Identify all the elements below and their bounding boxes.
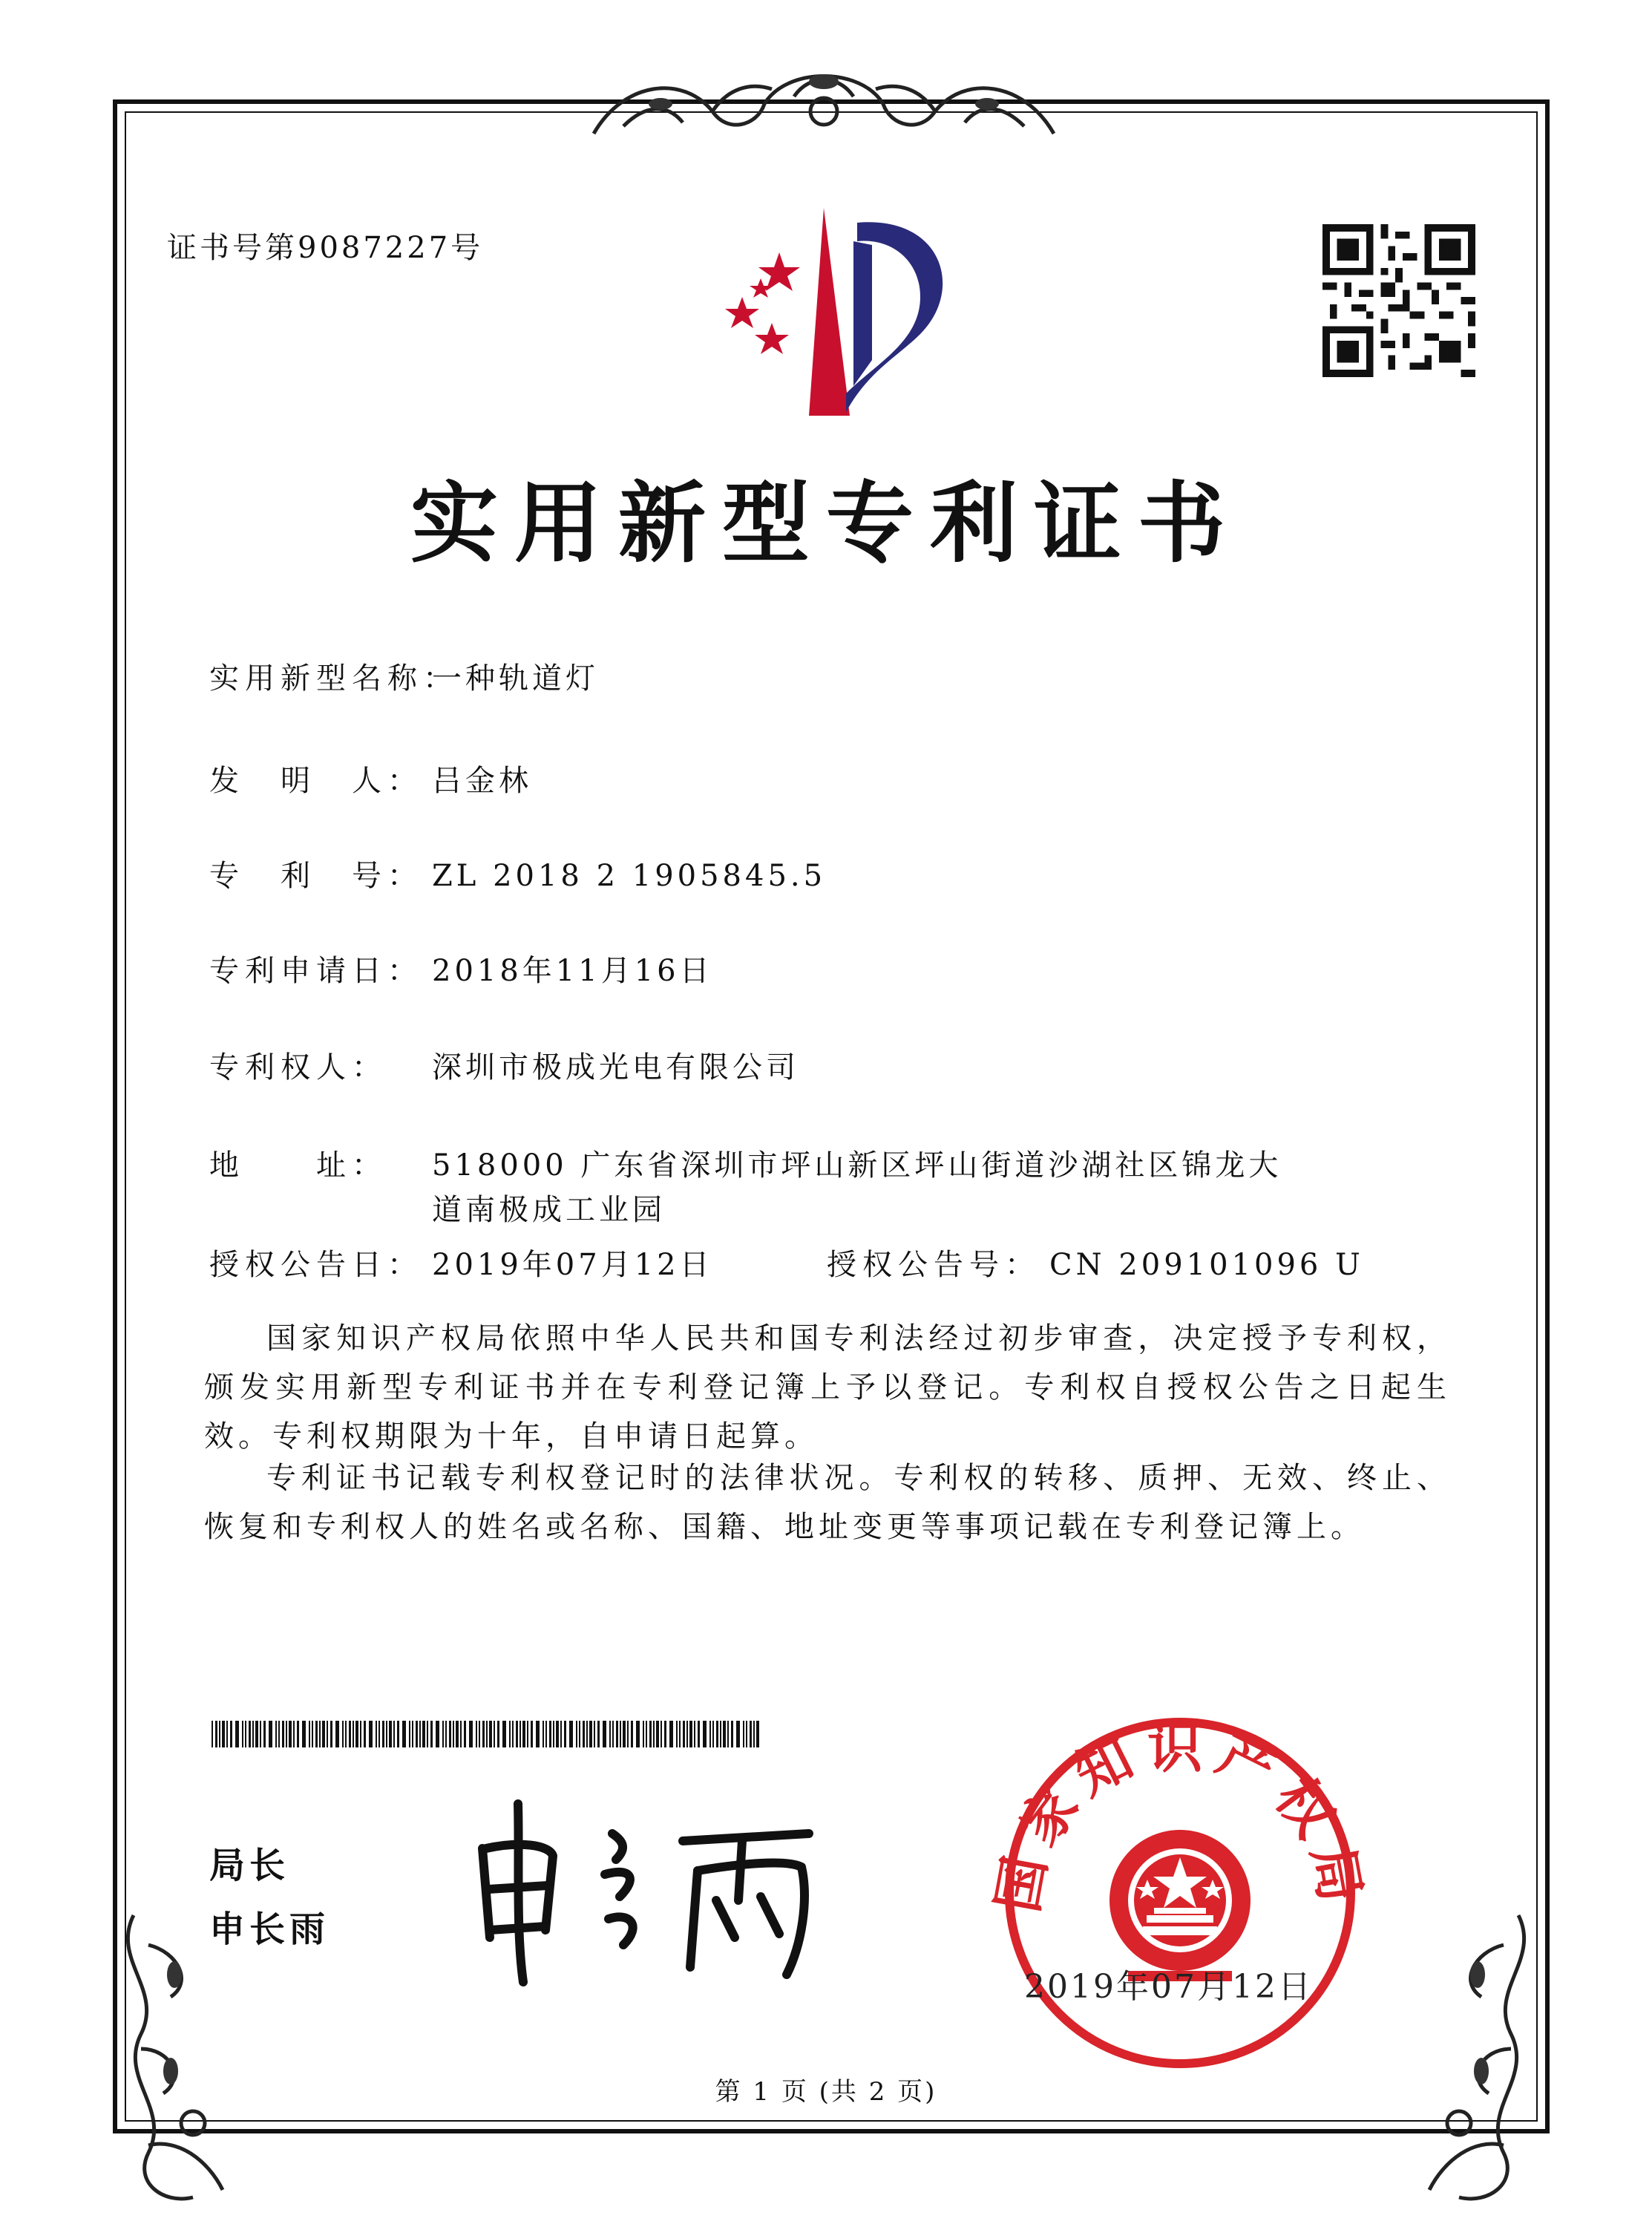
grant-number-label: 授权公告号： (827, 1248, 1040, 1282)
certificate-number: 证书号第9087227号 (167, 231, 484, 265)
address-line-2-row (432, 1186, 666, 1229)
director-title: 局长 (209, 1845, 290, 1886)
address-line-2: 道南极成工业园 (432, 1193, 666, 1227)
inventor-label: 发 明 人： (209, 764, 423, 798)
page-footer: 第 1 页 (共 2 页) (715, 2077, 937, 2107)
filing-date-value: 2018年11月16日 (432, 954, 713, 988)
patent-number-row (209, 852, 826, 895)
patent-number-value: ZL 2018 2 1905845.5 (432, 859, 827, 893)
patent-number-label: 专 利 号： (209, 859, 423, 893)
patentee-row (209, 1044, 799, 1086)
bottom-right-ornament (1407, 1900, 1548, 2212)
patent-emblem-logo (698, 200, 980, 423)
grant-number-row (827, 1241, 1364, 1283)
top-ornament (579, 52, 1069, 148)
legal-paragraph-1: 国家知识产权局依照中华人民共和国专利法经过初步审查，决定授予专利权，颁发实用新型专利证书并在专利登记簿上予以登记。专利权自授权公告之日起生效。专利权期限为十年，自申请日起算。 (204, 1321, 1451, 1453)
grant-date-row (209, 1241, 713, 1283)
seal-arc-text: 国家知识产权局 (986, 1716, 1374, 1917)
utility-model-name-row (209, 655, 599, 697)
utility-model-name-label: 实用新型名称： (209, 661, 459, 696)
inventor-row (209, 757, 532, 799)
address-label: 地 址： (209, 1148, 387, 1183)
qr-code (1322, 224, 1475, 377)
inventor-value: 吕金林 (432, 764, 532, 798)
legal-paragraph-2: 专利证书记载专利权登记时的法律状况。专利权的转移、质押、无效、终止、恢复和专利权人的姓名或名称、国籍、地址变更等事项记载在专利登记簿上。 (204, 1461, 1451, 1544)
official-seal (972, 1685, 1388, 2071)
address-line-1: 518000 广东省深圳市坪山新区坪山街道沙湖社区锦龙大 (432, 1148, 1282, 1183)
filing-date-row (209, 947, 713, 990)
patentee-label: 专利权人： (209, 1050, 387, 1085)
patentee-value: 深圳市极成光电有限公司 (432, 1050, 799, 1085)
grant-date-value: 2019年07月12日 (432, 1248, 713, 1282)
grant-number-value: CN 209101096 U (1049, 1248, 1364, 1282)
grant-date-label: 授权公告日： (209, 1248, 423, 1282)
director-name: 申长雨 (209, 1909, 330, 1950)
address-row (209, 1142, 1282, 1184)
filing-date-label: 专利申请日： (209, 954, 423, 988)
director-signature (460, 1796, 846, 1989)
utility-model-name-value: 一种轨道灯 (432, 661, 599, 696)
certificate-title: 实用新型专利证书 (410, 471, 1242, 575)
seal-date: 2019年07月12日 (1024, 1968, 1313, 2006)
barcode (212, 1721, 759, 1747)
